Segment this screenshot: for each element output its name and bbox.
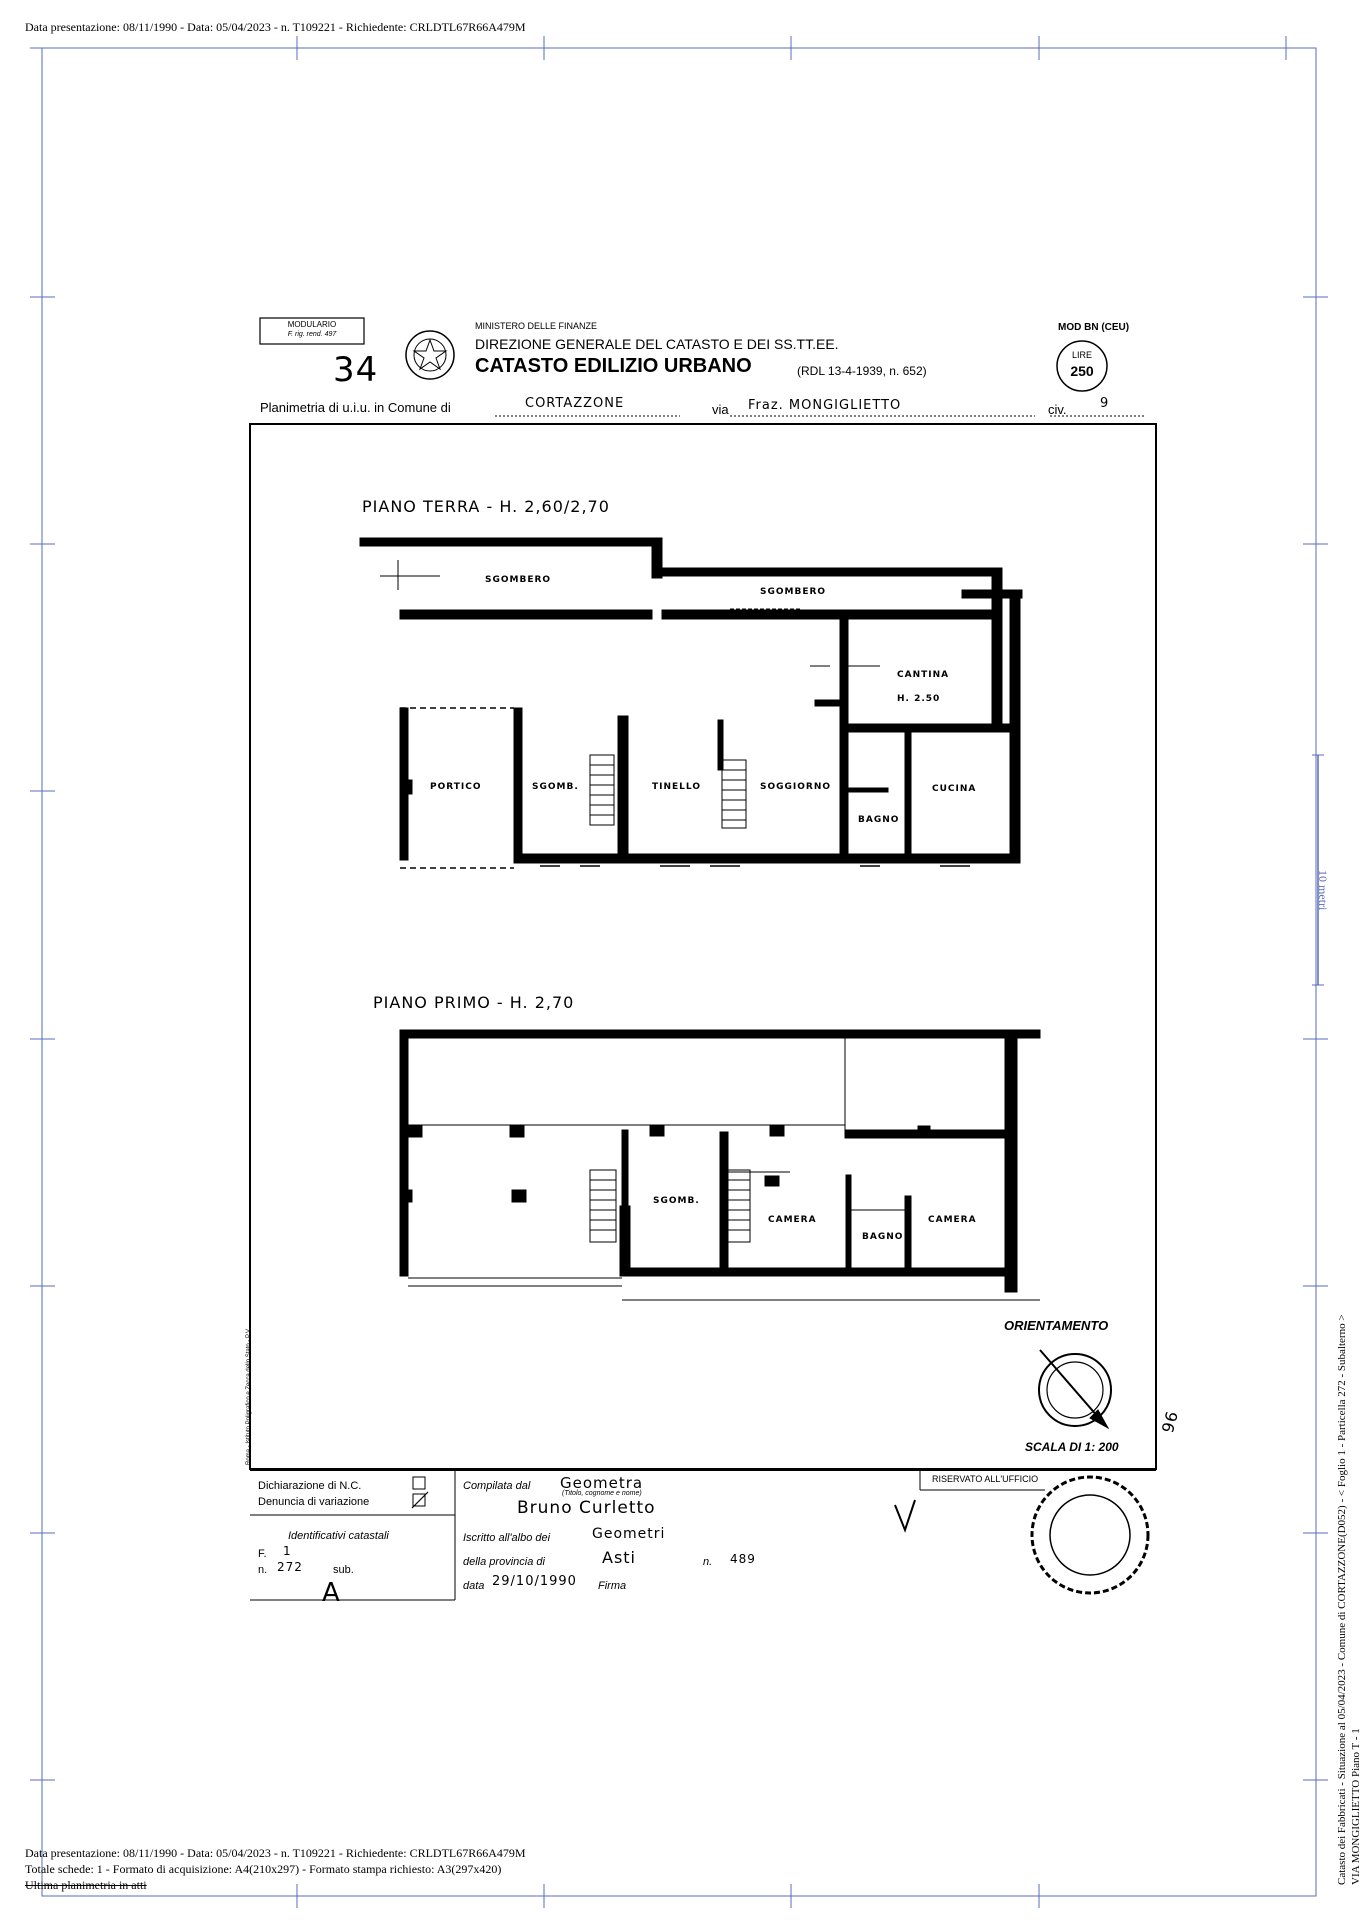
compilata-value: Geometra (560, 1474, 644, 1492)
comune-value: CORTAZZONE (525, 396, 625, 411)
room-cantina: CANTINA (897, 670, 950, 680)
civ-label: civ. (1048, 402, 1067, 417)
rdl-label: (RDL 13-4-1939, n. 652) (797, 364, 927, 378)
footer-line-1: Data presentazione: 08/11/1990 - Data: 05/04/2023 - n. T109221 - Richiedente: CRLDTL67R66A479M (25, 1846, 526, 1860)
firma-label: Firma (598, 1580, 627, 1592)
printer-note: Roma - Istituto Poligrafico e Zecca dello Stato - P.V. (246, 1327, 252, 1465)
modulario-sub: F. rig. rend. 497 (287, 331, 337, 338)
room-bagno-2: BAGNO (862, 1232, 904, 1242)
data-value: 29/10/1990 (492, 1574, 577, 1589)
sheet-number: 34 (333, 350, 379, 390)
civ-value: 9 (1100, 396, 1110, 411)
surveyor-name: Bruno Curletto (517, 1498, 656, 1518)
via-label: via (712, 402, 729, 417)
dichiarazione-label: Dichiarazione di N.C. (258, 1480, 362, 1492)
n-value: 272 (277, 1560, 303, 1574)
iscritto-value: Geometri (592, 1526, 666, 1542)
room-bagno-1: BAGNO (858, 815, 900, 825)
denuncia-label: Denuncia di variazione (258, 1496, 370, 1508)
sub-label: sub. (333, 1564, 354, 1576)
direction-label: DIREZIONE GENERALE DEL CATASTO E DEI SS.TT.EE. (475, 336, 839, 352)
scale-bar-label: 10 metri (1316, 870, 1330, 911)
ministry-label: MINISTERO DELLE FINANZE (475, 321, 598, 331)
room-sgombero-1: SGOMBERO (485, 575, 552, 585)
scale-label: SCALA DI 1: 200 (1025, 1440, 1119, 1454)
lire-value: 250 (1070, 363, 1094, 379)
n2-value: 489 (730, 1552, 756, 1566)
planimetria-label: Planimetria di u.i.u. in Comune di (260, 400, 451, 415)
first-floor-title: PIANO PRIMO - H. 2,70 (373, 993, 575, 1012)
side-line-1: Catasto dei Fabbricati - Situazione al 05/04/2023 - Comune di CORTAZZONE(D052) - < Foglio 1 - Particella 272 - Subalterno > (1336, 1314, 1348, 1885)
first-floor-walls (400, 1030, 1040, 1292)
footer-line-3: Ultima planimetria in atti (25, 1878, 147, 1892)
room-sgomb-2: SGOMB. (653, 1196, 700, 1206)
catasto-title: CATASTO EDILIZIO URBANO (475, 355, 752, 377)
room-camera-1: CAMERA (768, 1215, 817, 1225)
ground-floor-title: PIANO TERRA - H. 2,60/2,70 (362, 497, 610, 516)
scan-frame (30, 36, 1328, 1908)
room-camera-2: CAMERA (928, 1215, 977, 1225)
room-cantina-height: H. 2.50 (897, 694, 941, 704)
compass-symbol (1039, 1350, 1111, 1428)
riservato-label: RISERVATO ALL'UFFICIO (932, 1474, 1039, 1484)
side-line-2: VIA MONGIGLIETTO Piano T - 1 (1350, 1728, 1362, 1885)
room-sgombero-2: SGOMBERO (760, 587, 827, 597)
mod-label: MOD BN (CEU) (1058, 322, 1130, 333)
modulario-label: MODULARIO (287, 320, 337, 329)
modulario-box (262, 320, 362, 340)
provincia-value: Asti (602, 1548, 636, 1567)
room-portico: PORTICO (430, 782, 482, 792)
side-cadastral-info (1335, 1314, 1363, 1885)
orientamento-label: ORIENTAMENTO (1004, 1318, 1109, 1333)
compilata-label: Compilata dal (463, 1480, 531, 1492)
n-label: n. (258, 1564, 268, 1576)
header-presentation-line: Data presentazione: 08/11/1990 - Data: 05/04/2023 - n. T109221 - Richiedente: CRLDTL67R66A479M (25, 20, 526, 34)
n2-label: n. (703, 1556, 713, 1568)
data-label: data (463, 1580, 485, 1592)
iscritto-label: Iscritto all'albo dei (463, 1532, 551, 1544)
room-sgomb-1: SGOMB. (532, 782, 579, 792)
provincia-label: della provincia di (463, 1556, 545, 1568)
f-value: 1 (283, 1544, 292, 1558)
room-cucina: CUCINA (932, 784, 977, 794)
f-label: F. (258, 1548, 267, 1560)
via-value: Fraz. MONGIGLIETTO (748, 398, 902, 413)
footer-line-2: Totale schede: 1 - Formato di acquisizione: A4(210x297) - Formato stampa richiesto: A3(297x420) (25, 1862, 502, 1876)
room-tinello: TINELLO (652, 782, 701, 792)
sub-letter: A (322, 1578, 341, 1608)
identificativi-label: Identificativi catastali (288, 1530, 389, 1542)
titolo-note: (Titolo, cognome e nome) (562, 1490, 642, 1497)
side-number: 96 (1158, 1408, 1183, 1435)
drawing-frame (250, 424, 1156, 1469)
room-soggiorno: SOGGIORNO (760, 782, 832, 792)
lire-label: LIRE (1071, 350, 1092, 360)
